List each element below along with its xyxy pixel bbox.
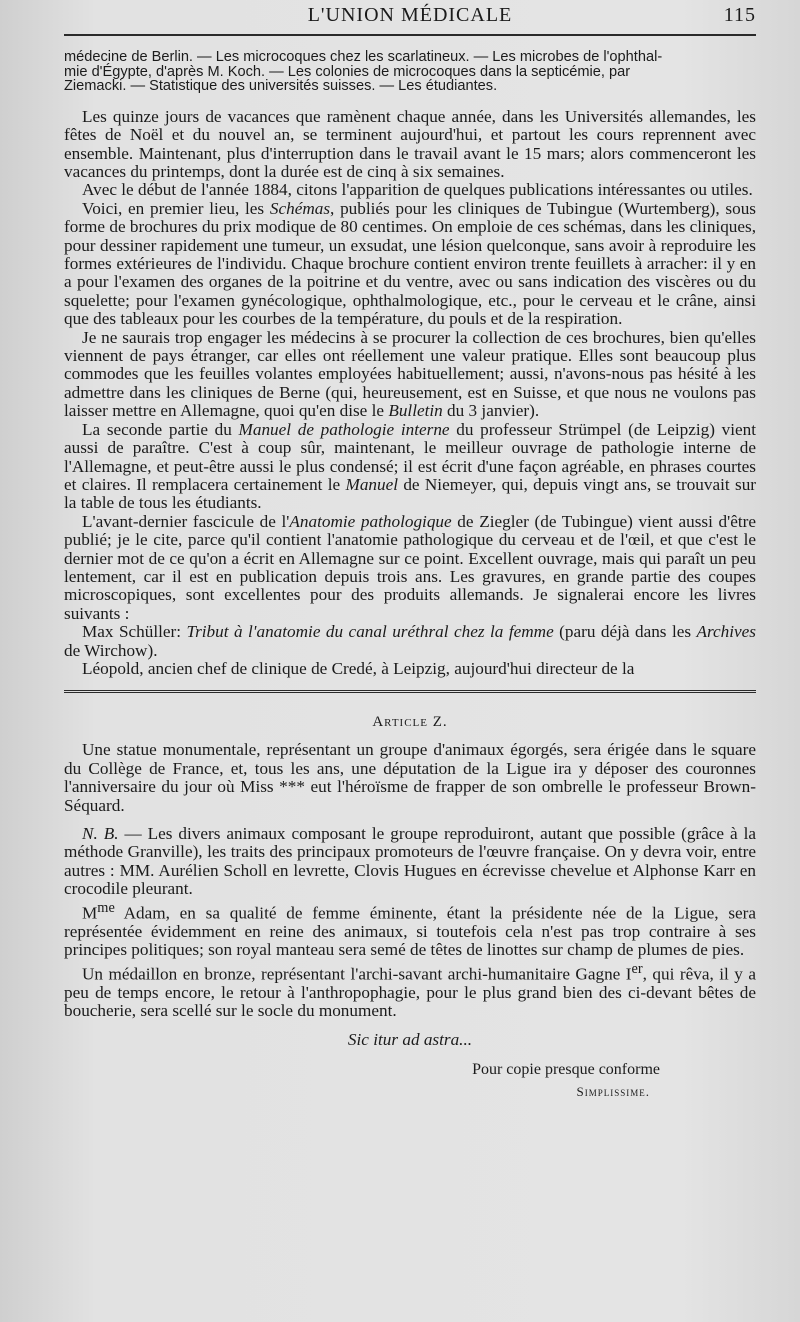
section-separator	[64, 690, 756, 696]
paragraph: Léopold, ancien chef de clinique de Credé, à Leipzig, aujourd'hui directeur de la	[82, 658, 635, 678]
summary-line: médecine de Berlin. — Les microcoques chez les scarlatineux. — Les microbes de l'ophthal-	[64, 49, 663, 65]
paragraph: La seconde partie du Manuel de pathologie interne du professeur Strümpel (de Leipzig) vient aussi de paraître. C'est à coup sûr, maintenant, le meilleur ouvrage de pathologie interne de l'Allemagne, et peut-être aussi le plus condensé; il est écrit d'une façon agréable, en phrases courtes et claires. Il remplacera certainement le Manuel de Niemeyer, qui, depuis vingt ans, se trouvait sur la table de tous les étudiants.	[64, 419, 757, 513]
article-paragraph: Une statue monumentale, représentant un groupe d'animaux égorgés, sera érigée dans le square du Collège de France, et, tous les ans, une députation de la Ligue ira y déposer des couronnes l'anniversaire du jour où Miss *** eut l'héroïsme de frapper de son ombrelle le professeur Brown-Séquard.	[64, 740, 756, 815]
main-text	[64, 108, 756, 679]
paragraph: Je ne saurais trop engager les médecins à se procurer la collection de ces brochures, bien qu'elles viennent de pays étranger, car elles ont réellement une valeur pratique. Elles sont beaucoup plus commodes que les feuilles volantes employées habituellement; aussi, n'avons-nous pas hésité à les admettre dans les cliniques de Berne (qui, heureusement, est en Suisse, et que nous ne voulons pas laisser mettre en Allemagne, quoi qu'en dise le Bulletin du 3 janvier).	[64, 327, 756, 421]
paragraph: Avec le début de l'année 1884, citons l'apparition de quelques publications intéressantes ou utiles.	[82, 180, 753, 200]
article-section	[64, 714, 756, 1101]
article-paragraph: N. B. — Les divers animaux composant le groupe reproduiront, autant que possible (grâce à la méthode Granville), les traits des principaux promoteurs de l'œuvre française. On y devra voir, entre autres : MM. Aurélien Scholl en levrette, Clovis Hugues en écrevisse chevelue et Alphonse Karr en crocodile pleurant.	[64, 824, 756, 899]
paragraph: Voici, en premier lieu, les Schémas, publiés pour les cliniques de Tubingue (Wurtemberg), sous forme de brochures du prix modique de 80 centimes. On emploie de ces schémas, dans les cliniques, pour dessiner rapidement une tumeur, un exsudat, une lésion quelconque, sans avoir à reproduire les formes extérieures de l'individu. Chaque brochure contient environ trente feuillets à arracher: il y en a pour l'examen des organes de la poitrine et du ventre, avec ou sans indication des viscères ou du squelette; pour l'examen gynécologique, ophthalmologique, etc., pour le cerveau et le crâne, ainsi que des tableaux pour les courbes de la température, du pouls et de la respiration.	[64, 198, 757, 329]
running-head	[64, 0, 756, 34]
summary	[64, 50, 756, 94]
header-rule	[64, 34, 756, 36]
summary-line: Ziemacki. — Statistique des universités suisses. — Les étudiantes.	[64, 78, 498, 95]
paragraph: Max Schüller: Tribut à l'anatomie du canal uréthral chez la femme (paru déjà dans les Archives de Wirchow).	[64, 622, 756, 660]
running-title: L'UNION MÉDICALE	[307, 4, 513, 26]
page-number: 115	[723, 4, 756, 26]
article-paragraph: $M^{me}$ Adam, en sa qualité de femme éminente, étant la présidente née de la Ligue, sera représentée évidemment en reine des animaux, si toutefois cela n'est pas trop contraire à ses principes politiques; son royal manteau sera semé de têtes de linottes sur champ de plumes de pies.	[64, 899, 756, 960]
closing-line: Pour copie presque conforme	[472, 1060, 660, 1078]
article-title: Article Z.	[372, 714, 448, 731]
motto: Sic itur ad astra...	[347, 1029, 473, 1049]
signature: Simplissime.	[576, 1083, 650, 1099]
summary-line: mie d'Égypte, d'après M. Koch. — Les colonies de microcoques dans la septicémie, par	[64, 63, 631, 80]
paragraph: L'avant-dernier fascicule de l'Anatomie pathologique de Ziegler (de Tubingue) vient aussi d'être publié; je le cite, parce qu'il contient l'anatomie pathologique du cerveau et de l'œil, et que c'est le dernier mot de ce qu'on a écrit en Allemagne sur ce point. Excellent ouvrage, mais qui paraît un peu lentement, car il est en publication depuis trois ans. Les gravures, en grande partie des coupes microscopiques, sont excellentes pour des produits allemands. Je signalerai encore les livres suivants :	[64, 511, 756, 623]
paragraph: Les quinze jours de vacances que ramènent chaque année, dans les Universités allemandes, les fêtes de Noël et du nouvel an, se terminent aujourd'hui, et partout les cours reprennent avec ensemble. Maintenant, plus d'interruption dans le travail avant le 15 mars; alors commenceront les vacances du printemps, dont la durée est de cinq à six semaines.	[64, 106, 756, 181]
article-paragraph: Un médaillon en bronze, représentant l'archi-savant archi-humanitaire Gagne Ier, qui rêva, il y a peu de temps encore, le retour à l'anthropophagie, pour le plus grand bien des ci-devant bêtes de boucherie, sera scellé sur le socle du monument.	[64, 960, 756, 1021]
